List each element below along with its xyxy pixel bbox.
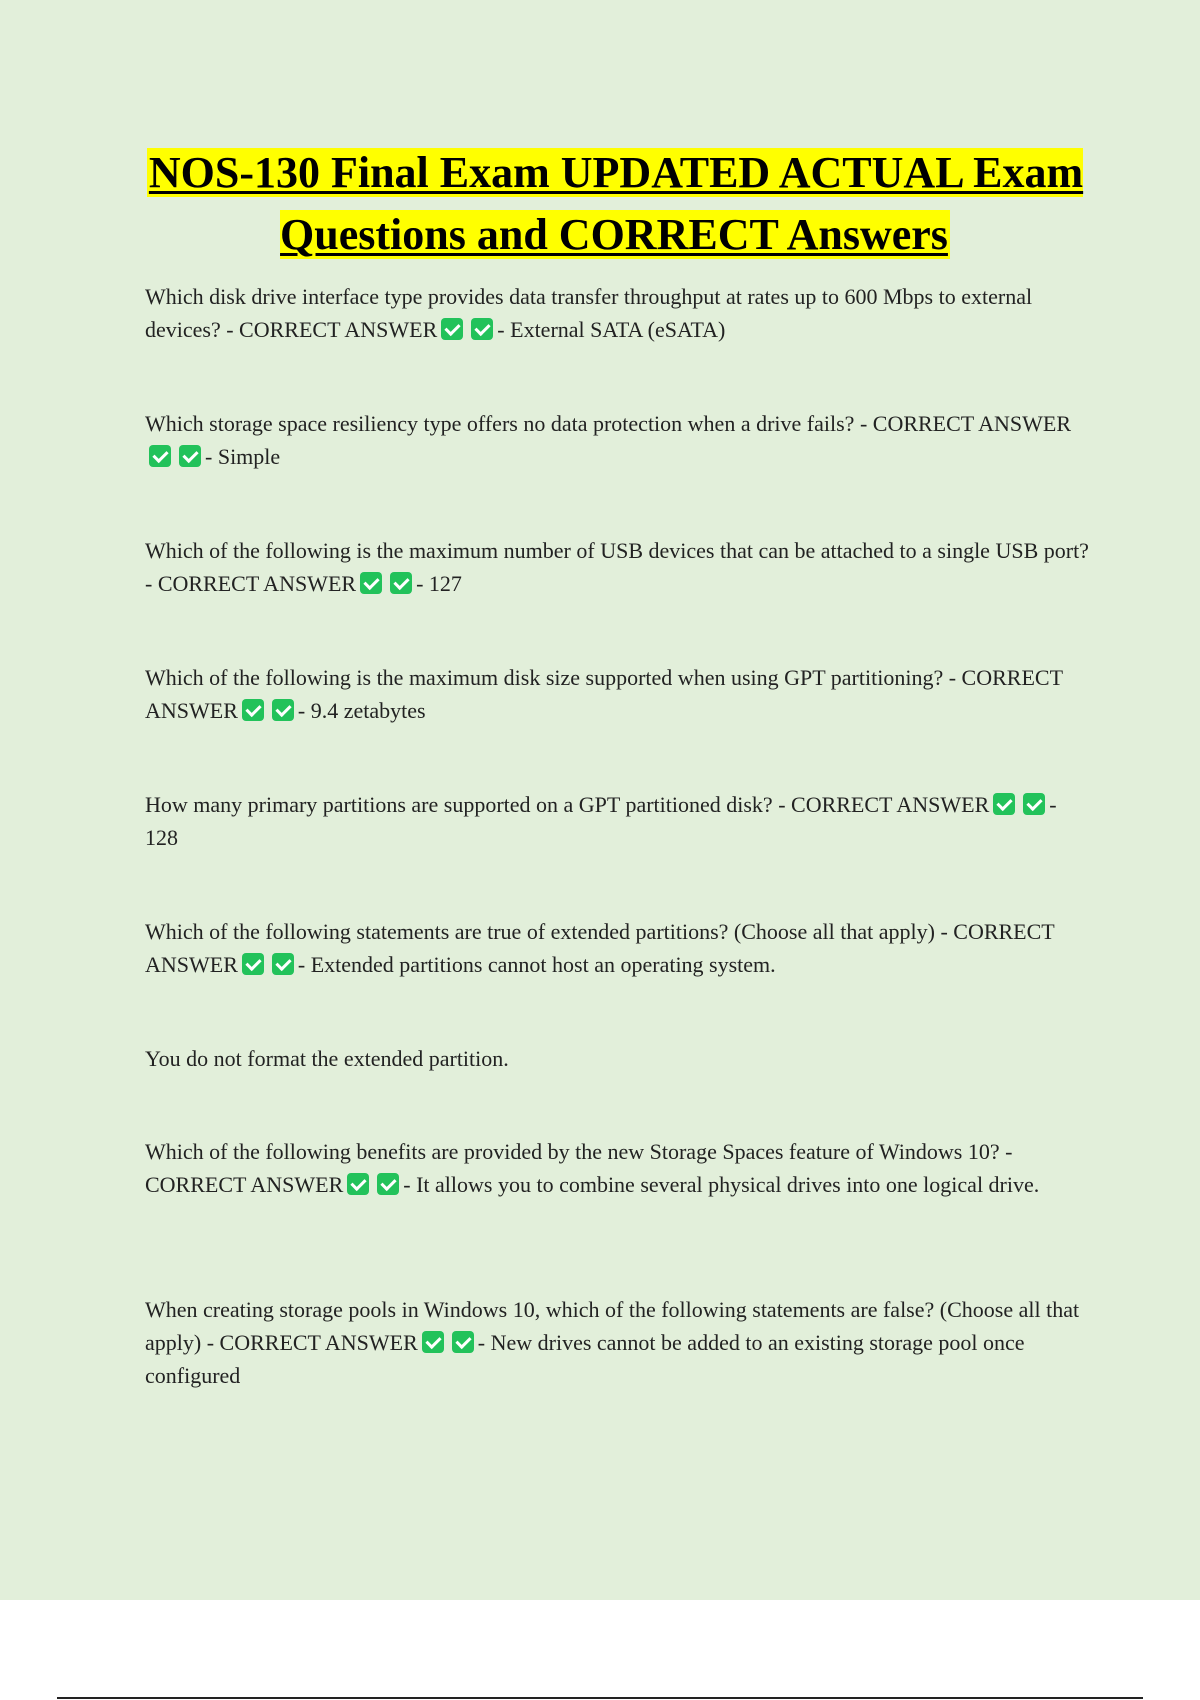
answer-text: Extended partitions cannot host an operating system.	[310, 952, 776, 977]
checkmark-icon	[993, 793, 1015, 815]
answer-marker: - CORRECT ANSWER	[859, 411, 1071, 436]
answer-marker: - CORRECT ANSWER	[145, 919, 1055, 977]
answer-marker: - CORRECT ANSWER	[145, 571, 357, 596]
checkmark-icon	[452, 1331, 474, 1353]
answer-marker: - CORRECT ANSWER	[145, 665, 1063, 723]
qa-item: How many primary partitions are supported on a GPT partitioned disk? - CORRECT ANSWER - 128	[145, 792, 1057, 850]
qa-item: Which of the following benefits are provided by the new Storage Spaces feature of Windows 10? - CORRECT ANSWER - It allows you to combine several physical drives into one logical drive.	[145, 1139, 1040, 1197]
answer-marker: - CORRECT ANSWER	[778, 792, 990, 817]
answer-marker: - CORRECT ANSWER	[145, 1139, 1013, 1197]
qa-item: Which of the following statements are true of extended partitions? (Choose all that apply) - CORRECT ANSWER - Extended partitions cannot host an operating system.	[145, 919, 1055, 977]
qa-item: Which of the following is the maximum number of USB devices that can be attached to a single USB port? - CORRECT ANSWER - 127	[145, 538, 1089, 596]
checkmark-icon	[471, 318, 493, 340]
qa-item: Which disk drive interface type provides data transfer throughput at rates up to 600 Mbps to external devices? - CORRECT ANSWER - External SATA (eSATA)	[145, 284, 1033, 342]
answer-text: It allows you to combine several physical drives into one logical drive.	[416, 1172, 1040, 1197]
answer-text: You do not format the extended partition.	[145, 1046, 509, 1071]
answer-continuation	[145, 1042, 1090, 1075]
question-text: Which of the following is the maximum disk size supported when using GPT partitioning?	[145, 665, 944, 690]
checkmark-icon	[272, 953, 294, 975]
checkmark-icon	[272, 699, 294, 721]
question-text: When creating storage pools in Windows 10, which of the following statements are false? (Choose all that apply)	[145, 1297, 1080, 1355]
checkmark-icon	[360, 572, 382, 594]
answer-marker: - CORRECT ANSWER	[226, 317, 438, 342]
question-text: How many primary partitions are supported on a GPT partitioned disk?	[145, 792, 773, 817]
footer-divider	[57, 1697, 1143, 1699]
checkmark-icon	[149, 445, 171, 467]
answer-text: 128	[145, 825, 178, 850]
checkmark-icon	[179, 445, 201, 467]
checkmark-icon	[347, 1173, 369, 1195]
checkmark-icon	[390, 572, 412, 594]
checkmark-icon	[441, 318, 463, 340]
checkmark-icon	[242, 953, 264, 975]
question-text: Which of the following statements are true of extended partitions? (Choose all that apply)	[145, 919, 935, 944]
answer-text: Simple	[217, 444, 281, 469]
checkmark-icon	[377, 1173, 399, 1195]
qa-item: Which of the following is the maximum disk size supported when using GPT partitioning? - CORRECT ANSWER - 9.4 zetabytes	[145, 665, 1063, 723]
qa-item: Which storage space resiliency type offers no data protection when a drive fails? - CORRECT ANSWER- Simple	[145, 411, 1071, 469]
question-text: Which of the following is the maximum number of USB devices that can be attached to a single USB port?	[145, 538, 1089, 563]
checkmark-icon	[422, 1331, 444, 1353]
answer-marker: - CORRECT ANSWER	[206, 1330, 418, 1355]
document-title	[80, 142, 1150, 266]
question-text: Which disk drive interface type provides data transfer throughput at rates up to 600 Mbps to external devices?	[145, 284, 1033, 342]
qa-item: When creating storage pools in Windows 10, which of the following statements are false? (Choose all that apply) - CORRECT ANSWER - New drives cannot be added to an existing storage pool once configured	[145, 1297, 1080, 1388]
answer-text: New drives cannot be added to an existing storage pool once configured	[145, 1330, 1025, 1388]
question-text: Which of the following benefits are provided by the new Storage Spaces feature of Windows 10?	[145, 1139, 1000, 1164]
document-title-text: NOS-130 Final Exam UPDATED ACTUAL Exam Questions and CORRECT Answers	[148, 148, 1084, 259]
answer-text: 127	[428, 571, 462, 596]
checkmark-icon	[1023, 793, 1045, 815]
checkmark-icon	[242, 699, 264, 721]
question-text: Which storage space resiliency type offers no data protection when a drive fails?	[145, 411, 855, 436]
answer-text: 9.4 zetabytes	[310, 698, 426, 723]
answer-text: External SATA (eSATA)	[510, 317, 726, 342]
